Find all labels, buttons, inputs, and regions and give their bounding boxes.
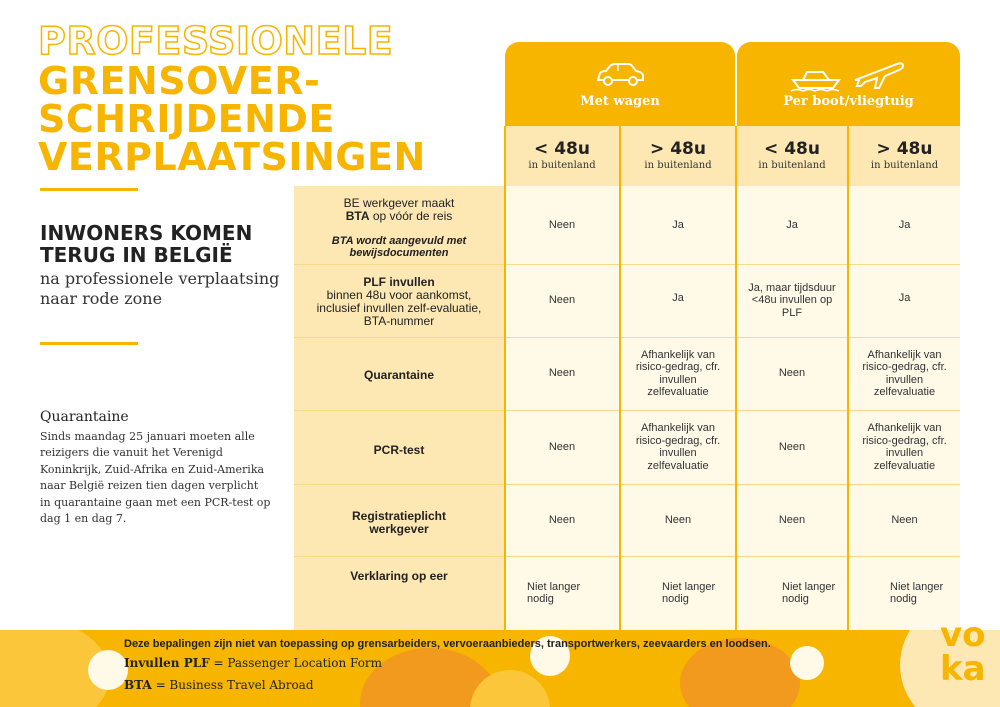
subheader-3-big: < 48u bbox=[764, 139, 820, 159]
cell-r3-c2: Afhankelijk van risico-gedrag, cfr. invullen zelfevaluatie bbox=[635, 348, 721, 398]
cell-r2-c3: Ja, maar tijdsduur <48u invullen op PLF bbox=[748, 281, 836, 319]
cell-r6-c4: Niet langer nodig bbox=[890, 580, 944, 605]
subheading-divider bbox=[40, 342, 138, 345]
cell-r4-c4: Afhankelijk van risico-gedrag, cfr. invullen zelfevaluatie bbox=[862, 422, 947, 472]
footer-dot bbox=[790, 646, 824, 680]
row-label-quarantaine-bold: Quarantaine bbox=[363, 367, 435, 382]
title-line-2: GRENSOVER- bbox=[38, 59, 321, 103]
cell-r1-c2: Ja bbox=[672, 218, 684, 231]
row-labels bbox=[294, 186, 504, 630]
title-line-4: VERPLAATSINGEN bbox=[38, 135, 426, 179]
row-label-quarantaine bbox=[294, 338, 504, 412]
footer-bta-def: = Business Travel Abroad bbox=[155, 678, 314, 692]
logo-line-2: ka bbox=[940, 649, 986, 689]
cell-r2-c2: Ja bbox=[672, 291, 684, 304]
subheader-4 bbox=[849, 126, 960, 186]
subheader-2 bbox=[621, 126, 735, 186]
cell-r3-c4: Afhankelijk van risico-gedrag, cfr. invullen zelfevaluatie bbox=[862, 348, 947, 398]
row-label-bta-note: BTA wordt aangevuld met bewijsdocumenten bbox=[331, 235, 467, 259]
row-label-plf bbox=[294, 266, 504, 338]
quarantaine-title: Quarantaine bbox=[40, 409, 129, 425]
row-label-bta-post: op vóór de reis bbox=[372, 209, 453, 223]
row-label-registratie-bold: Registratieplicht werkgever bbox=[351, 509, 447, 536]
cell-r1-c4: Ja bbox=[898, 218, 911, 231]
subheader-3 bbox=[737, 126, 847, 186]
group-label-boat-plane: Per boot/vliegtuig bbox=[783, 94, 914, 109]
title-line-1: PROFESSIONELE bbox=[38, 19, 394, 63]
row-label-plf-bold: PLF invullen bbox=[363, 275, 435, 289]
footer-plf-term: Invullen PLF bbox=[124, 656, 210, 670]
cell-r5-c4: Neen bbox=[891, 513, 918, 526]
cell-r4-c3: Neen bbox=[778, 440, 806, 453]
subheader-1 bbox=[505, 126, 619, 186]
voka-logo bbox=[940, 615, 986, 698]
row-separator bbox=[294, 556, 960, 557]
footer-bta bbox=[124, 678, 314, 692]
subheader-1-small: in buitenland bbox=[528, 160, 596, 171]
row-label-verklaring bbox=[294, 560, 504, 592]
row-label-registratie bbox=[294, 488, 504, 558]
cell-r2-c1: Neen bbox=[548, 294, 576, 307]
subheader-2-small: in buitenland bbox=[644, 160, 712, 171]
cell-r1-c1: Neen bbox=[548, 218, 576, 231]
title-line-3: SCHRIJDENDE bbox=[38, 97, 335, 141]
cell-r5-c2: Neen bbox=[664, 513, 692, 526]
row-label-bta-line1: BE werkgever maakt bbox=[343, 196, 455, 210]
subheader-2-big: > 48u bbox=[650, 139, 706, 159]
row-label-bta-bold: BTA bbox=[345, 209, 370, 223]
row-label-verklaring-bold: Verklaring op eer bbox=[350, 568, 448, 583]
title-divider bbox=[40, 188, 138, 191]
cell-r5-c1: Neen bbox=[548, 513, 576, 526]
cell-r5-c3: Neen bbox=[778, 513, 806, 526]
cell-r4-c1: Neen bbox=[548, 440, 576, 453]
cell-r3-c1: Neen bbox=[548, 367, 576, 380]
subheader-4-big: > 48u bbox=[876, 139, 933, 159]
subheading: INWONERS KOMEN TERUG IN BELGIË bbox=[40, 221, 253, 267]
cell-r2-c4: Ja bbox=[898, 291, 911, 304]
row-label-plf-post: binnen 48u voor aankomst, inclusief invullen zelf-evaluatie, BTA-nummer bbox=[316, 288, 482, 328]
footer-plf-def: = Passenger Location Form bbox=[213, 656, 383, 670]
subheader-1-big: < 48u bbox=[534, 139, 590, 159]
footer-dot bbox=[88, 650, 128, 690]
quarantaine-text: Sinds maandag 25 januari moeten alle reizigers die vanuit het Verenigd Koninkrijk, Zuid-Afrika en Zuid-Amerika naar België reizen tien dagen verplicht in quarantaine gaan met een PCR-test op dag 1 en dag 7. bbox=[40, 430, 271, 526]
cell-r6-c2: Niet langer nodig bbox=[662, 580, 716, 605]
footer-note: Deze bepalingen zijn niet van toepassing op grensarbeiders, vervoeraanbieders, transportwerkers, zeevaarders en loodsen. bbox=[124, 638, 771, 650]
row-label-bta bbox=[294, 192, 504, 264]
footer-plf bbox=[124, 656, 382, 670]
car-icon bbox=[594, 62, 646, 88]
cell-r6-c3: Niet langer nodig bbox=[782, 580, 836, 605]
subheading-text: na professionele verplaatsing naar rode zone bbox=[40, 269, 280, 308]
subheader-3-small: in buitenland bbox=[758, 160, 826, 171]
row-label-pcr-bold: PCR-test bbox=[373, 442, 425, 457]
row-label-pcr bbox=[294, 412, 504, 488]
boat-plane-icon bbox=[789, 58, 907, 92]
cell-r4-c2: Afhankelijk van risico-gedrag, cfr. invullen zelfevaluatie bbox=[635, 422, 721, 472]
group-label-car: Met wagen bbox=[580, 94, 660, 109]
footer-bta-term: BTA bbox=[124, 678, 152, 692]
cell-r6-c1: Niet langer nodig bbox=[527, 580, 581, 605]
logo-line-1: vo bbox=[940, 615, 986, 655]
group-header-car bbox=[505, 42, 735, 126]
subheader-4-small: in buitenland bbox=[870, 160, 939, 171]
group-header-boat-plane bbox=[737, 42, 960, 126]
cell-r1-c3: Ja bbox=[786, 218, 798, 231]
cell-r3-c3: Neen bbox=[778, 367, 806, 380]
